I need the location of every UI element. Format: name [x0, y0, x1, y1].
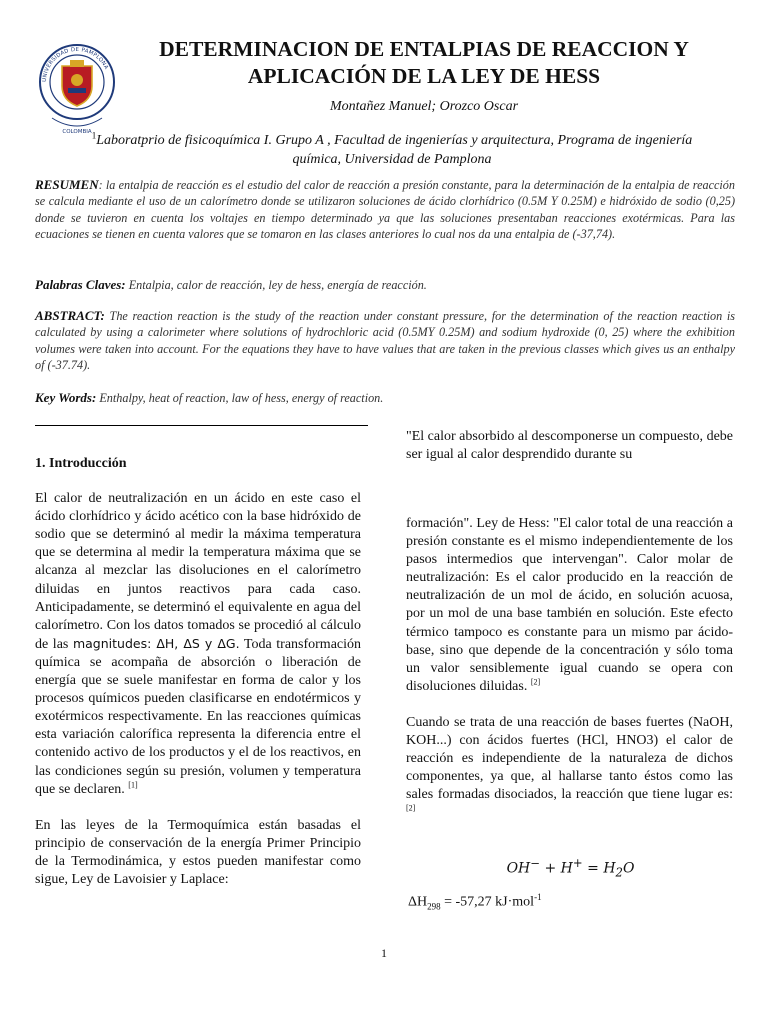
right-paragraph-0: "El calor absorbido al descomponerse un compuesto, debe ser igual al calor desprendido durante su [406, 429, 733, 463]
citation-2a: [2] [530, 677, 541, 687]
page-number: 1 [381, 946, 387, 960]
affiliation-line-2: química, Universidad de Pamplona [292, 152, 492, 167]
resumen-text: : la entalpia de reacción es el estudio del calor de reacción a presión constante, para la determinación de la entalpia de reacción se calcula mediante el uso de un calorímetro donde se utilizaron soluciones de ácido clorhídrico (0.5M Y 0.25M) e hidróxido de sodio (0,25) donde se tuvieron en cuenta los voltajes en tiempo determinado ya que las soluciones presentaban reacciones exotérmicas. Para las ecuaciones se tienen en cuenta valores que se tomaron en las clases anteriores lo cual nos da una entalpia de (-37,74). [35, 178, 735, 241]
affiliation [42, 131, 742, 169]
enthalpy-value [408, 892, 542, 911]
eq-oh: OH [506, 860, 531, 877]
eq-water-o: O [622, 860, 635, 877]
resumen-label: RESUMEN [35, 177, 99, 192]
keywords-block [35, 390, 735, 406]
title-line-2: APLICACIÓN DE LA LEY DE HESS [247, 64, 601, 88]
right-p2-text: Cuando se trata de una reacción de bases fuertes (NaOH, KOH...) con ácidos fuertes (HCl, HNO3) el calor de reacción es independiente de la naturaleza de dichos componentes, ya que, al hallarse tanto éstos como las sales formadas disociados, la reacción que tiene lugar es: [406, 714, 733, 803]
university-seal-icon [38, 38, 116, 140]
eq-water-h: H [603, 860, 616, 877]
right-paragraph-2 [406, 714, 733, 823]
intro-p1-text-b: Toda transformación química se acompaña de absorción o liberación de energía que se suele manifestar en forma de calor y los procesos químicos pueden clasificarse en endotérmicos y exotérmicos respectivamente. En las reacciones químicas esta variación calorífica representa la diferencia entre el contenido activo de los productos y el de los reactivos, en las condiciones según su presión, volumen y temperatura que se declaren. [35, 636, 362, 797]
eq-oh-charge: − [530, 856, 541, 870]
paper-title [120, 36, 728, 90]
neutralization-equation [408, 856, 733, 879]
abstract-block [35, 308, 735, 373]
citation-2b: [2] [406, 803, 416, 813]
keywords-text: Enthalpy, heat of reaction, law of hess, energy of reaction. [96, 391, 384, 405]
seal-bottom-text: COLOMBIA [62, 129, 92, 135]
palabras-text: Entalpia, calor de reacción, ley de hess, energía de reacción. [125, 278, 427, 292]
eq-equals: = [582, 860, 604, 877]
affiliation-line-1: Laboratprio de fisicoquímica I. Grupo A , Facultad de ingenierías y arquitectura, Programa de ingeniería [96, 133, 693, 148]
seal-ring-text: UNIVERSIDAD DE PAMPLONA [41, 46, 110, 83]
right-p1-text: formación". Ley de Hess: "El calor total de una reacción a presión constante es el mismo independientemente de los pasos intermedios que intervengan". Calor molar de neutralización: Es el calor producido en la reacción de neutralización de un mol de ácido, en solución acuosa, por un mol de una base también en solución. Este efecto térmico tampoco es constante para un mismo par ácido-base, sino que depende de la concentración y sólo toma un valor sensiblemente igual cuando se opera con disoluciones diluidas. [406, 516, 733, 694]
authors: Montañez Manuel; Orozco Oscar [329, 99, 519, 114]
intro-paragraph-2: En las leyes de la Termoquímica están basadas el principio de conservación de la energía Primer Principio de la Termodinámica, y estos pueden manifestar como sigue, Ley de Lavoisier y Laplace: [35, 817, 361, 887]
dh-symbol: ΔH [408, 894, 428, 910]
abstract-text: The reaction reaction is the study of the reaction under constant pressure, for the determination of the reaction reaction is calculated by using a calorimeter where solutions of hydrochloric acid (0.5MY 0.25M) and sodium hydroxide (0, 25) where the exhibition volumes were taken into account. For the equations they have to have values that are taken in the previous classes which gives us an enthalpy of (-37.74). [35, 309, 735, 372]
resumen-block [35, 177, 735, 242]
intro-paragraph-1 [35, 490, 361, 799]
left-column [35, 455, 361, 889]
section-divider [35, 425, 368, 426]
dh-value: = -57,27 kJ·mol [440, 894, 535, 910]
keywords-label: Key Words: [35, 390, 97, 405]
title-line-1: DETERMINACION DE ENTALPIAS DE REACCION Y [159, 37, 689, 61]
eq-h-charge: + [572, 856, 583, 870]
eq-plus: + [540, 860, 561, 877]
eq-h: H [560, 860, 573, 877]
abstract-label: ABSTRACT: [35, 308, 105, 323]
right-column-top [406, 428, 733, 464]
eq-water-sub: 2 [615, 865, 623, 880]
dh-unit-exponent: -1 [534, 892, 542, 902]
right-paragraph-1 [406, 515, 733, 696]
intro-p1-text-a: El calor de neutralización en un ácido en este caso el ácido clorhídrico y ácido acético con la base hidróxido de sodio que se determinó al medir la máxima temperatura que se determina al medir la temperatura máxima que se alcanza al mezclar las disoluciones en el calorímetro diluidas en juntos reactivos para cada caso. Anticipadamente, se determinó el equivalente en agua del calorímetro. Con los datos tomados se procedió al cálculo de las [35, 491, 361, 652]
section-heading-introduccion: 1. Introducción [35, 456, 127, 471]
dh-temperature: 298 [427, 901, 441, 912]
magnitudes-text: magnitudes: ΔH, ΔS y ΔG. [72, 635, 240, 651]
palabras-claves-block [35, 277, 735, 293]
citation-1: [1] [128, 779, 138, 789]
right-column [406, 515, 733, 823]
affiliation-marker: 1 [91, 130, 97, 141]
palabras-label: Palabras Claves: [35, 277, 126, 292]
